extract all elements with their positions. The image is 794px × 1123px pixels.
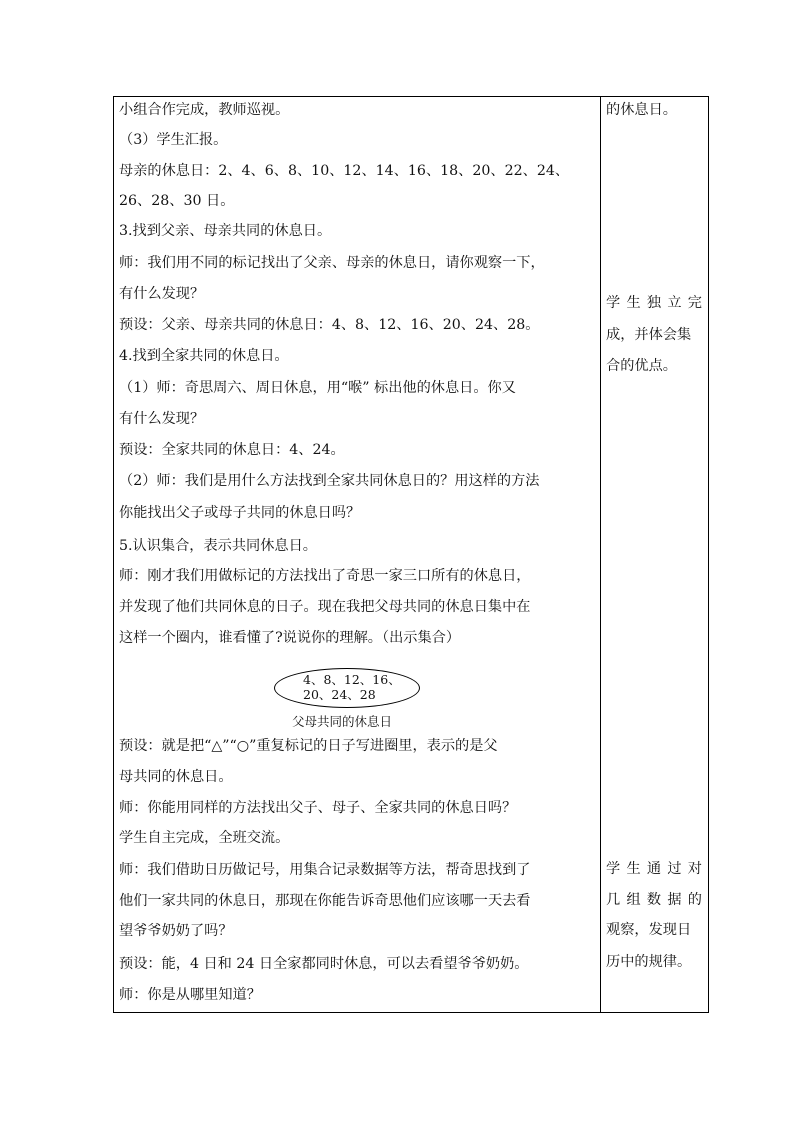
set-values-line-2: 20、24、28 [303, 687, 376, 702]
note-line: 观察，发现日 [606, 922, 692, 938]
text-line: 预设：父亲、母亲共同的休息日：4、8、12、16、20、24、28。 [119, 317, 540, 333]
text-line: 师：我们借助日历做记号，用集合记录数据等方法，帮奇思找到了 [119, 862, 531, 878]
note-line: 的休息日。 [606, 102, 677, 118]
note-line: 历中的规律。 [606, 954, 692, 970]
text-line: 预设：能，4 日和 24 日全家都同时休息，可以去看望爷爷奶奶。 [119, 956, 529, 972]
text-line: 他们一家共同的休息日，那现在你能告诉奇思他们应该哪一天去看 [119, 893, 531, 909]
text-line: 这样一个圈内，谁看懂了?说说你的理解。（出示集合） [119, 630, 461, 646]
text-line: （2）师：我们是用什么方法找到全家共同休息日的？用这样的方法 [119, 473, 540, 489]
note-char: 对 [687, 861, 702, 877]
note-line: 合的优点。 [606, 358, 677, 374]
text-line: 并发现了他们共同休息的日子。现在我把父母共同的休息日集中在 [119, 599, 531, 615]
text-line: 师：你能用同样的方法找出父子、母子、全家共同的休息日吗？ [119, 800, 517, 816]
text-line: 师：我们用不同的标记找出了父亲、母亲的休息日，请你观察一下， [119, 255, 545, 271]
note-char: 学 [606, 295, 621, 311]
text-line: 预设：就是把“△”“○”重复标记的日子写进圈里，表示的是父 [119, 738, 498, 754]
text-line: 有什么发现？ [119, 286, 205, 302]
note-char: 过 [667, 861, 682, 877]
note-line-justified [606, 859, 702, 879]
note-char: 独 [646, 295, 662, 311]
text-line: 有什么发现？ [119, 411, 205, 427]
note-char: 通 [646, 861, 662, 877]
text-line: （3）学生汇报。 [119, 132, 228, 148]
note-line-justified [606, 293, 702, 313]
text-line: 母共同的休息日。 [119, 769, 233, 785]
note-line-justified [606, 890, 702, 910]
text-line: 师：刚才我们用做标记的方法找出了奇思一家三口所有的休息日， [119, 568, 531, 584]
column-divider [600, 97, 601, 1012]
text-line: 学生自主完成，全班交流。 [119, 830, 290, 846]
note-char: 组 [626, 892, 641, 908]
note-char: 完 [687, 295, 702, 311]
note-char: 据 [667, 892, 682, 908]
lesson-table [113, 96, 709, 1013]
set-caption: 父母共同的休息日 [292, 714, 393, 729]
text-line: 4.找到全家共同的休息日。 [119, 348, 289, 364]
note-char: 生 [626, 861, 641, 877]
set-values-line-1: 4、8、12、16、 [303, 672, 401, 687]
text-line: （1）师：奇思周六、周日休息，用“喉” 标出他的休息日。你又 [119, 380, 516, 396]
note-char: 生 [626, 295, 641, 311]
text-line: 3.找到父亲、母亲共同的休息日。 [119, 223, 332, 239]
note-char: 几 [606, 892, 621, 908]
text-line: 预设：全家共同的休息日：4、24。 [119, 442, 345, 458]
note-char: 立 [667, 295, 682, 311]
text-line: 你能找出父子或母子共同的休息日吗？ [119, 505, 361, 521]
text-line: 小组合作完成，教师巡视。 [119, 102, 290, 118]
note-char: 的 [687, 892, 702, 908]
text-line: 师：你是从哪里知道？ [119, 987, 261, 1003]
note-char: 学 [606, 861, 621, 877]
text-line: 望爷爷奶奶了吗？ [119, 923, 233, 939]
note-char: 数 [646, 892, 662, 908]
text-line: 母亲的休息日：2、4、6、8、10、12、14、16、18、20、22、24、 [119, 163, 570, 179]
note-line: 成，并体会集 [606, 327, 692, 343]
set-diagram [274, 668, 424, 732]
text-line: 26、28、30 日。 [119, 193, 235, 209]
text-line: 5.认识集合，表示共同休息日。 [119, 538, 317, 554]
